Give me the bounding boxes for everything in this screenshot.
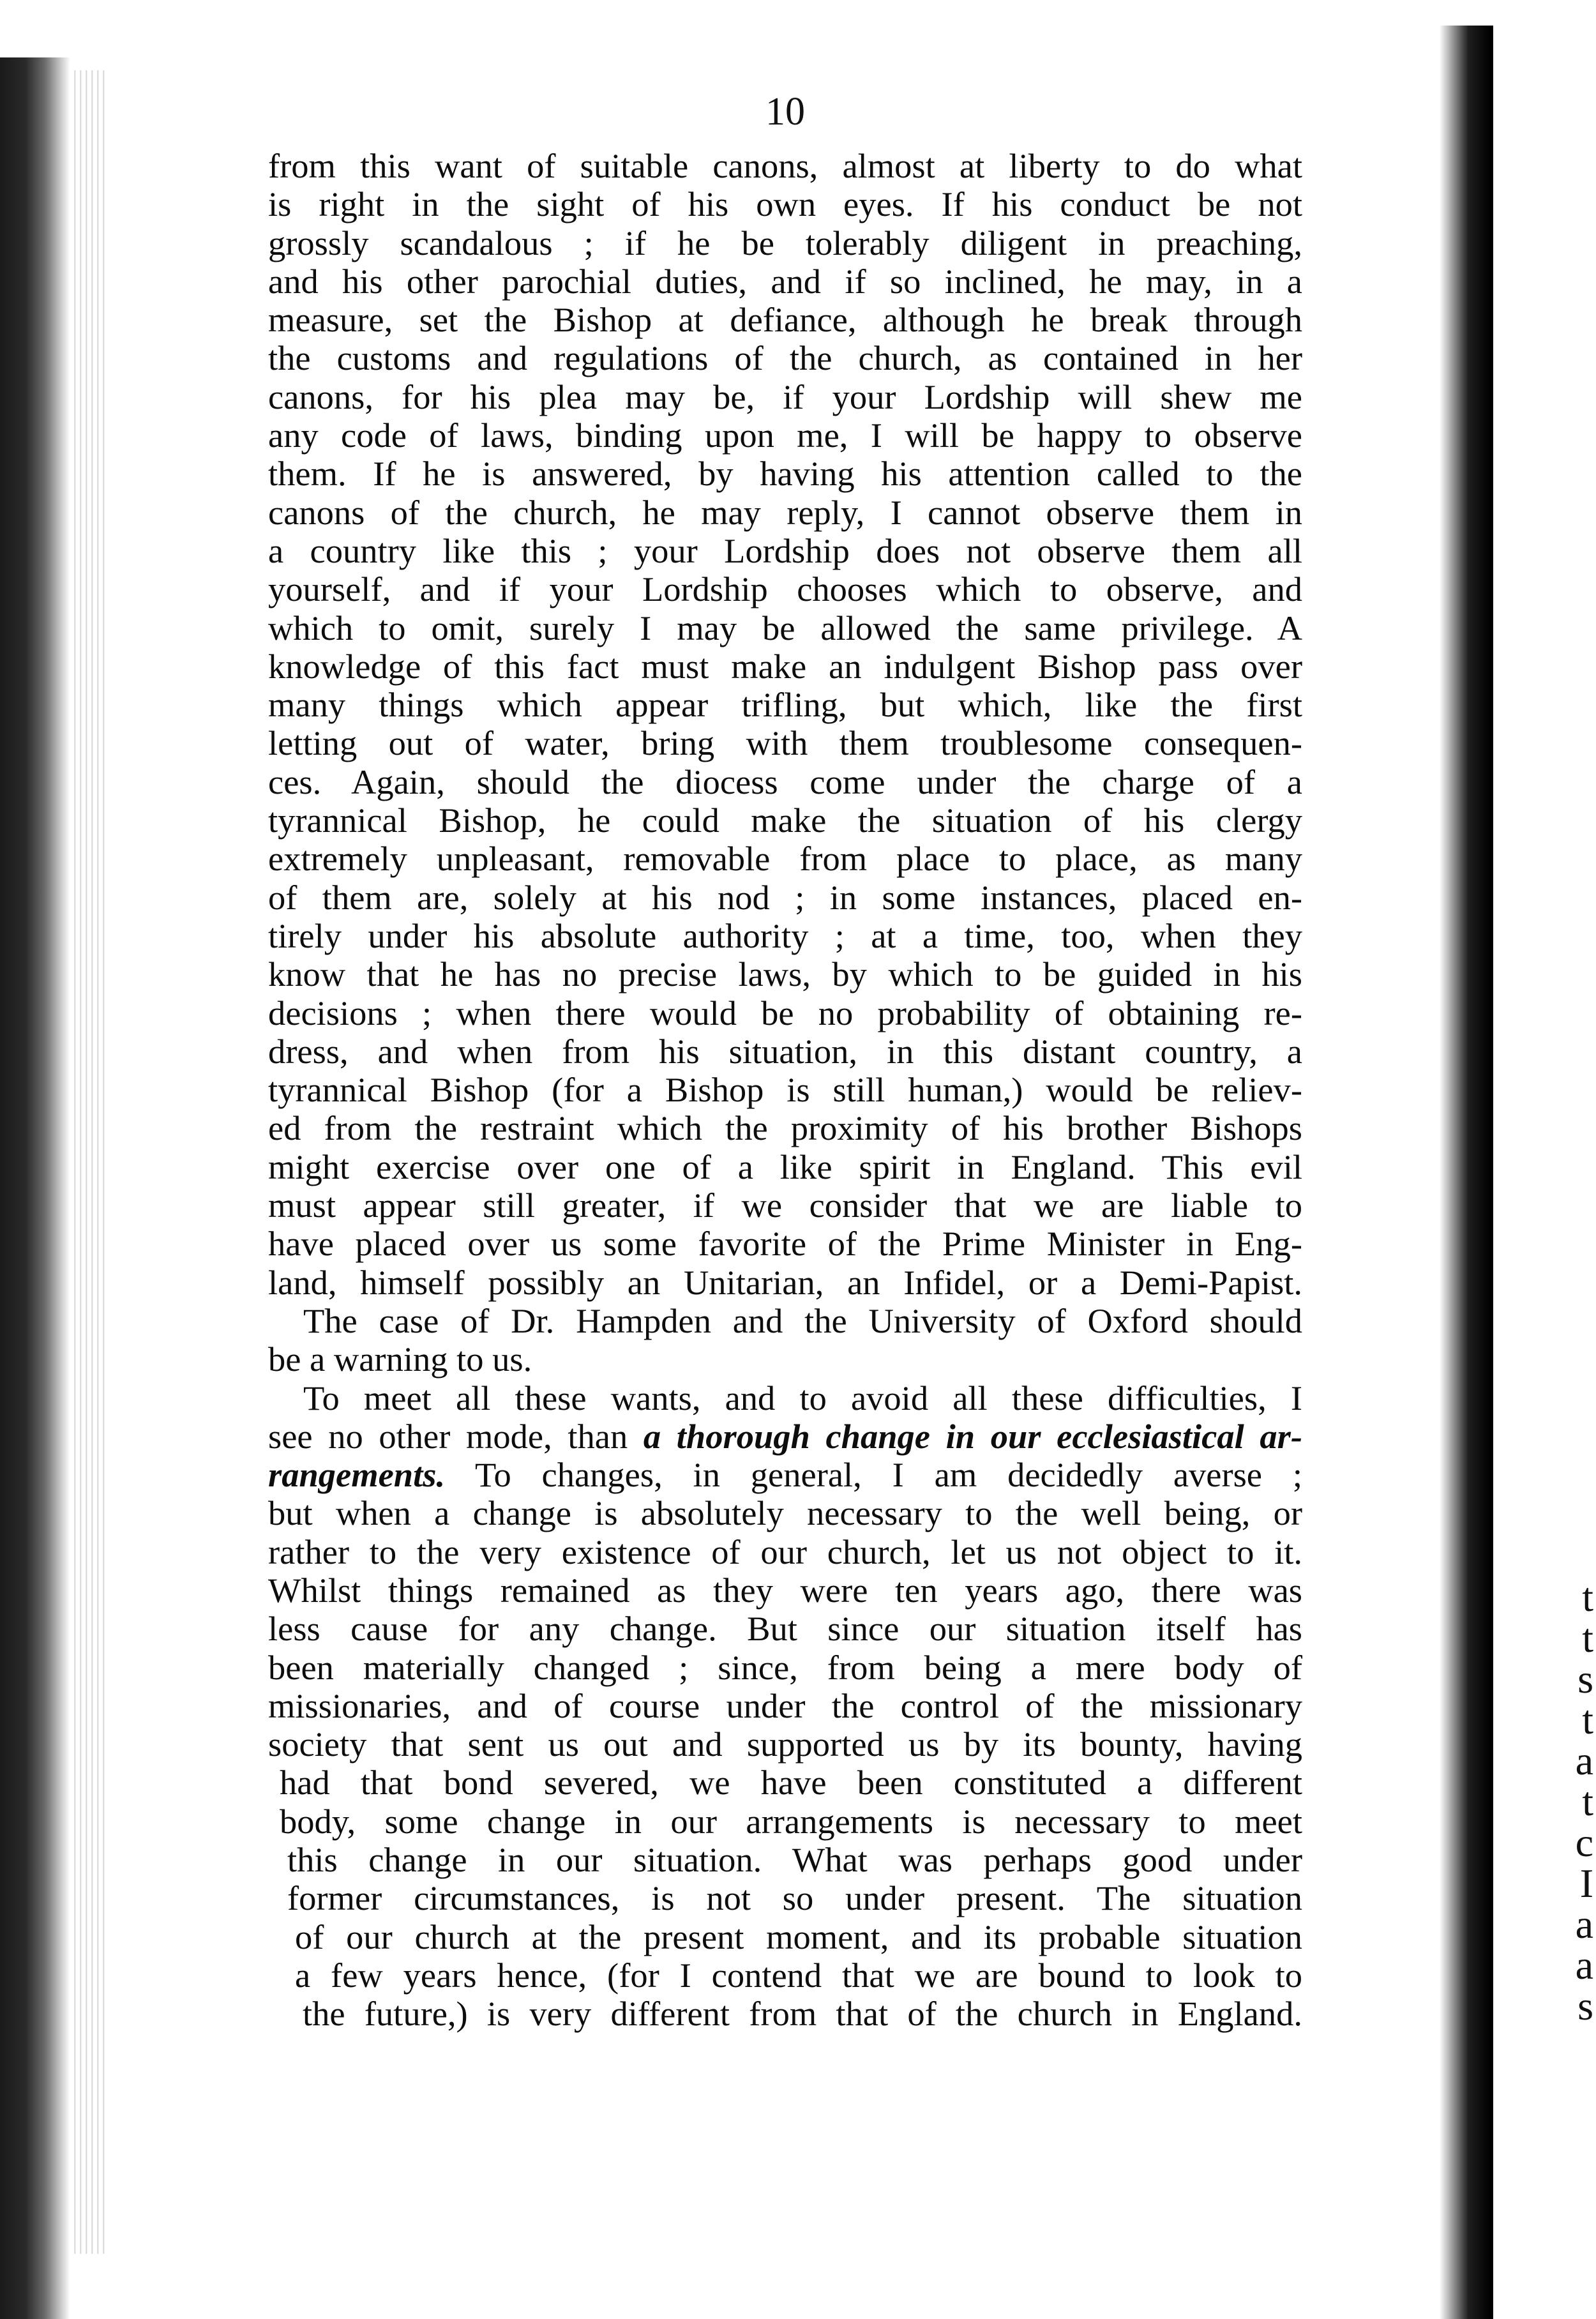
text-line: any code of laws, binding upon me, I will be happy to observe: [268, 416, 1302, 455]
text-line: might exercise over one of a like spirit in England. This evil: [268, 1147, 1302, 1186]
text-line: tyrannical Bishop (for a Bishop is still human,) would be reliev-: [268, 1070, 1302, 1110]
text-line: must appear still greater, if we consider that we are liable to: [268, 1186, 1302, 1225]
adjacent-letter: I: [1579, 1861, 1593, 1906]
adjacent-letter: a: [1575, 1942, 1593, 1988]
adjacent-letter: a: [1575, 1901, 1593, 1947]
text-line: this change in our situation. What was perhaps good under: [287, 1840, 1302, 1880]
text-line: a few years hence, (for I contend that we are bound to look to: [295, 1955, 1302, 1995]
text-line-emphasis: [268, 1417, 1302, 1456]
text-line: dress, and when from his situation, in this distant country, a: [268, 1031, 1302, 1071]
text-line: the future,) is very different from that of the church in England.: [303, 1994, 1302, 2034]
text-line: ed from the restraint which the proximity of his brother Bishops: [268, 1108, 1302, 1148]
text-line: a country like this ; your Lordship does not observe them all: [268, 531, 1302, 570]
book-binding-left: [0, 57, 70, 2319]
text-line: The case of Dr. Hampden and the University of Oxford should: [303, 1301, 1302, 1340]
text-line: decisions ; when there would be no probability of obtaining re-: [268, 993, 1302, 1032]
text-line: be a warning to us.: [268, 1340, 532, 1379]
text-line: had that bond severed, we have been constituted a different: [280, 1763, 1302, 1802]
text-line: less cause for any change. But since our situation itself has: [268, 1609, 1302, 1649]
italic-run: a thorough change in our ecclesiastical ar-: [643, 1416, 1302, 1456]
adjacent-letter: t: [1582, 1779, 1593, 1824]
text-line: society that sent us out and supported us by its bounty, having: [268, 1725, 1302, 1764]
text-line: grossly scandalous ; if he be tolerably diligent in preaching,: [268, 223, 1302, 262]
page-number: 10: [765, 90, 805, 133]
adjacent-page-letters: [1574, 1577, 1593, 2027]
text-run: To changes, in general, I am decidedly averse ;: [445, 1455, 1302, 1495]
text-line: body, some change in our arrangements is necessary to meet: [280, 1801, 1302, 1841]
text-line: is right in the sight of his own eyes. If his conduct be not: [268, 185, 1302, 224]
text-line: Whilst things remained as they were ten years ago, there was: [268, 1570, 1302, 1610]
book-gutter-right: [1440, 26, 1491, 2319]
page-edge-lines: [70, 70, 109, 2254]
text-line: of them are, solely at his nod ; in some instances, placed en-: [268, 877, 1302, 917]
text-line: them. If he is answered, by having his attention called to the: [268, 454, 1302, 494]
text-line: tirely under his absolute authority ; at a time, too, when they: [268, 916, 1302, 955]
text-line: know that he has no precise laws, by which to be guided in his: [268, 955, 1302, 994]
text-line: of our church at the present moment, and its probable situation: [295, 1917, 1302, 1956]
text-line: knowledge of this fact must make an indulgent Bishop pass over: [268, 646, 1302, 686]
text-line: tyrannical Bishop, he could make the situation of his clergy: [268, 801, 1302, 840]
text-line: have placed over us some favorite of the Prime Minister in Eng-: [268, 1224, 1302, 1264]
text-line: but when a change is absolutely necessary to the well being, or: [268, 1493, 1302, 1533]
adjacent-letter: t: [1582, 1697, 1593, 1742]
text-line: and his other parochial duties, and if so inclined, he may, in a: [268, 261, 1302, 301]
text-line: yourself, and if your Lordship chooses which to observe, and: [268, 570, 1302, 609]
adjacent-letter: s: [1577, 1656, 1593, 1702]
text-line: missionaries, and of course under the control of the missionary: [268, 1686, 1302, 1725]
adjacent-letter: t: [1582, 1615, 1593, 1661]
adjacent-page-edge: [1491, 26, 1596, 2319]
text-line: which to omit, surely I may be allowed the same privilege. A: [268, 608, 1302, 647]
text-run: see no other mode, than: [268, 1416, 644, 1456]
text-line: extremely unpleasant, removable from place to place, as many: [268, 839, 1302, 879]
text-line: To meet all these wants, and to avoid all these difficulties, I: [303, 1378, 1302, 1417]
page-top-edge: [51, 0, 1456, 32]
adjacent-letter: t: [1582, 1575, 1593, 1620]
text-line: the customs and regulations of the church, as contained in her: [268, 338, 1302, 378]
text-line: land, himself possibly an Unitarian, an Infidel, or a Demi-Papist.: [268, 1262, 1302, 1302]
text-line: canons, for his plea may be, if your Lordship will shew me: [268, 377, 1302, 416]
body-text: [268, 147, 1302, 2034]
text-line: many things which appear trifling, but which, like the first: [268, 685, 1302, 725]
text-line: measure, set the Bishop at defiance, although he break through: [268, 300, 1302, 340]
text-line: ces. Again, should the diocess come under the charge of a: [268, 762, 1302, 801]
text-line: former circumstances, is not so under present. The situation: [287, 1878, 1302, 1918]
text-line-emphasis: [268, 1456, 1302, 1494]
adjacent-letter: a: [1575, 1738, 1593, 1783]
text-line: been materially changed ; since, from being a mere body of: [268, 1647, 1302, 1687]
text-line: rather to the very existence of our church, let us not object to it.: [268, 1532, 1302, 1571]
text-line: canons of the church, he may reply, I cannot observe them in: [268, 492, 1302, 532]
adjacent-letter: c: [1575, 1820, 1593, 1865]
italic-run: rangements.: [268, 1455, 446, 1495]
adjacent-letter: s: [1577, 1983, 1593, 2028]
text-line: from this want of suitable canons, almost at liberty to do what: [268, 146, 1302, 185]
text-line: letting out of water, bring with them troublesome consequen-: [268, 723, 1302, 763]
